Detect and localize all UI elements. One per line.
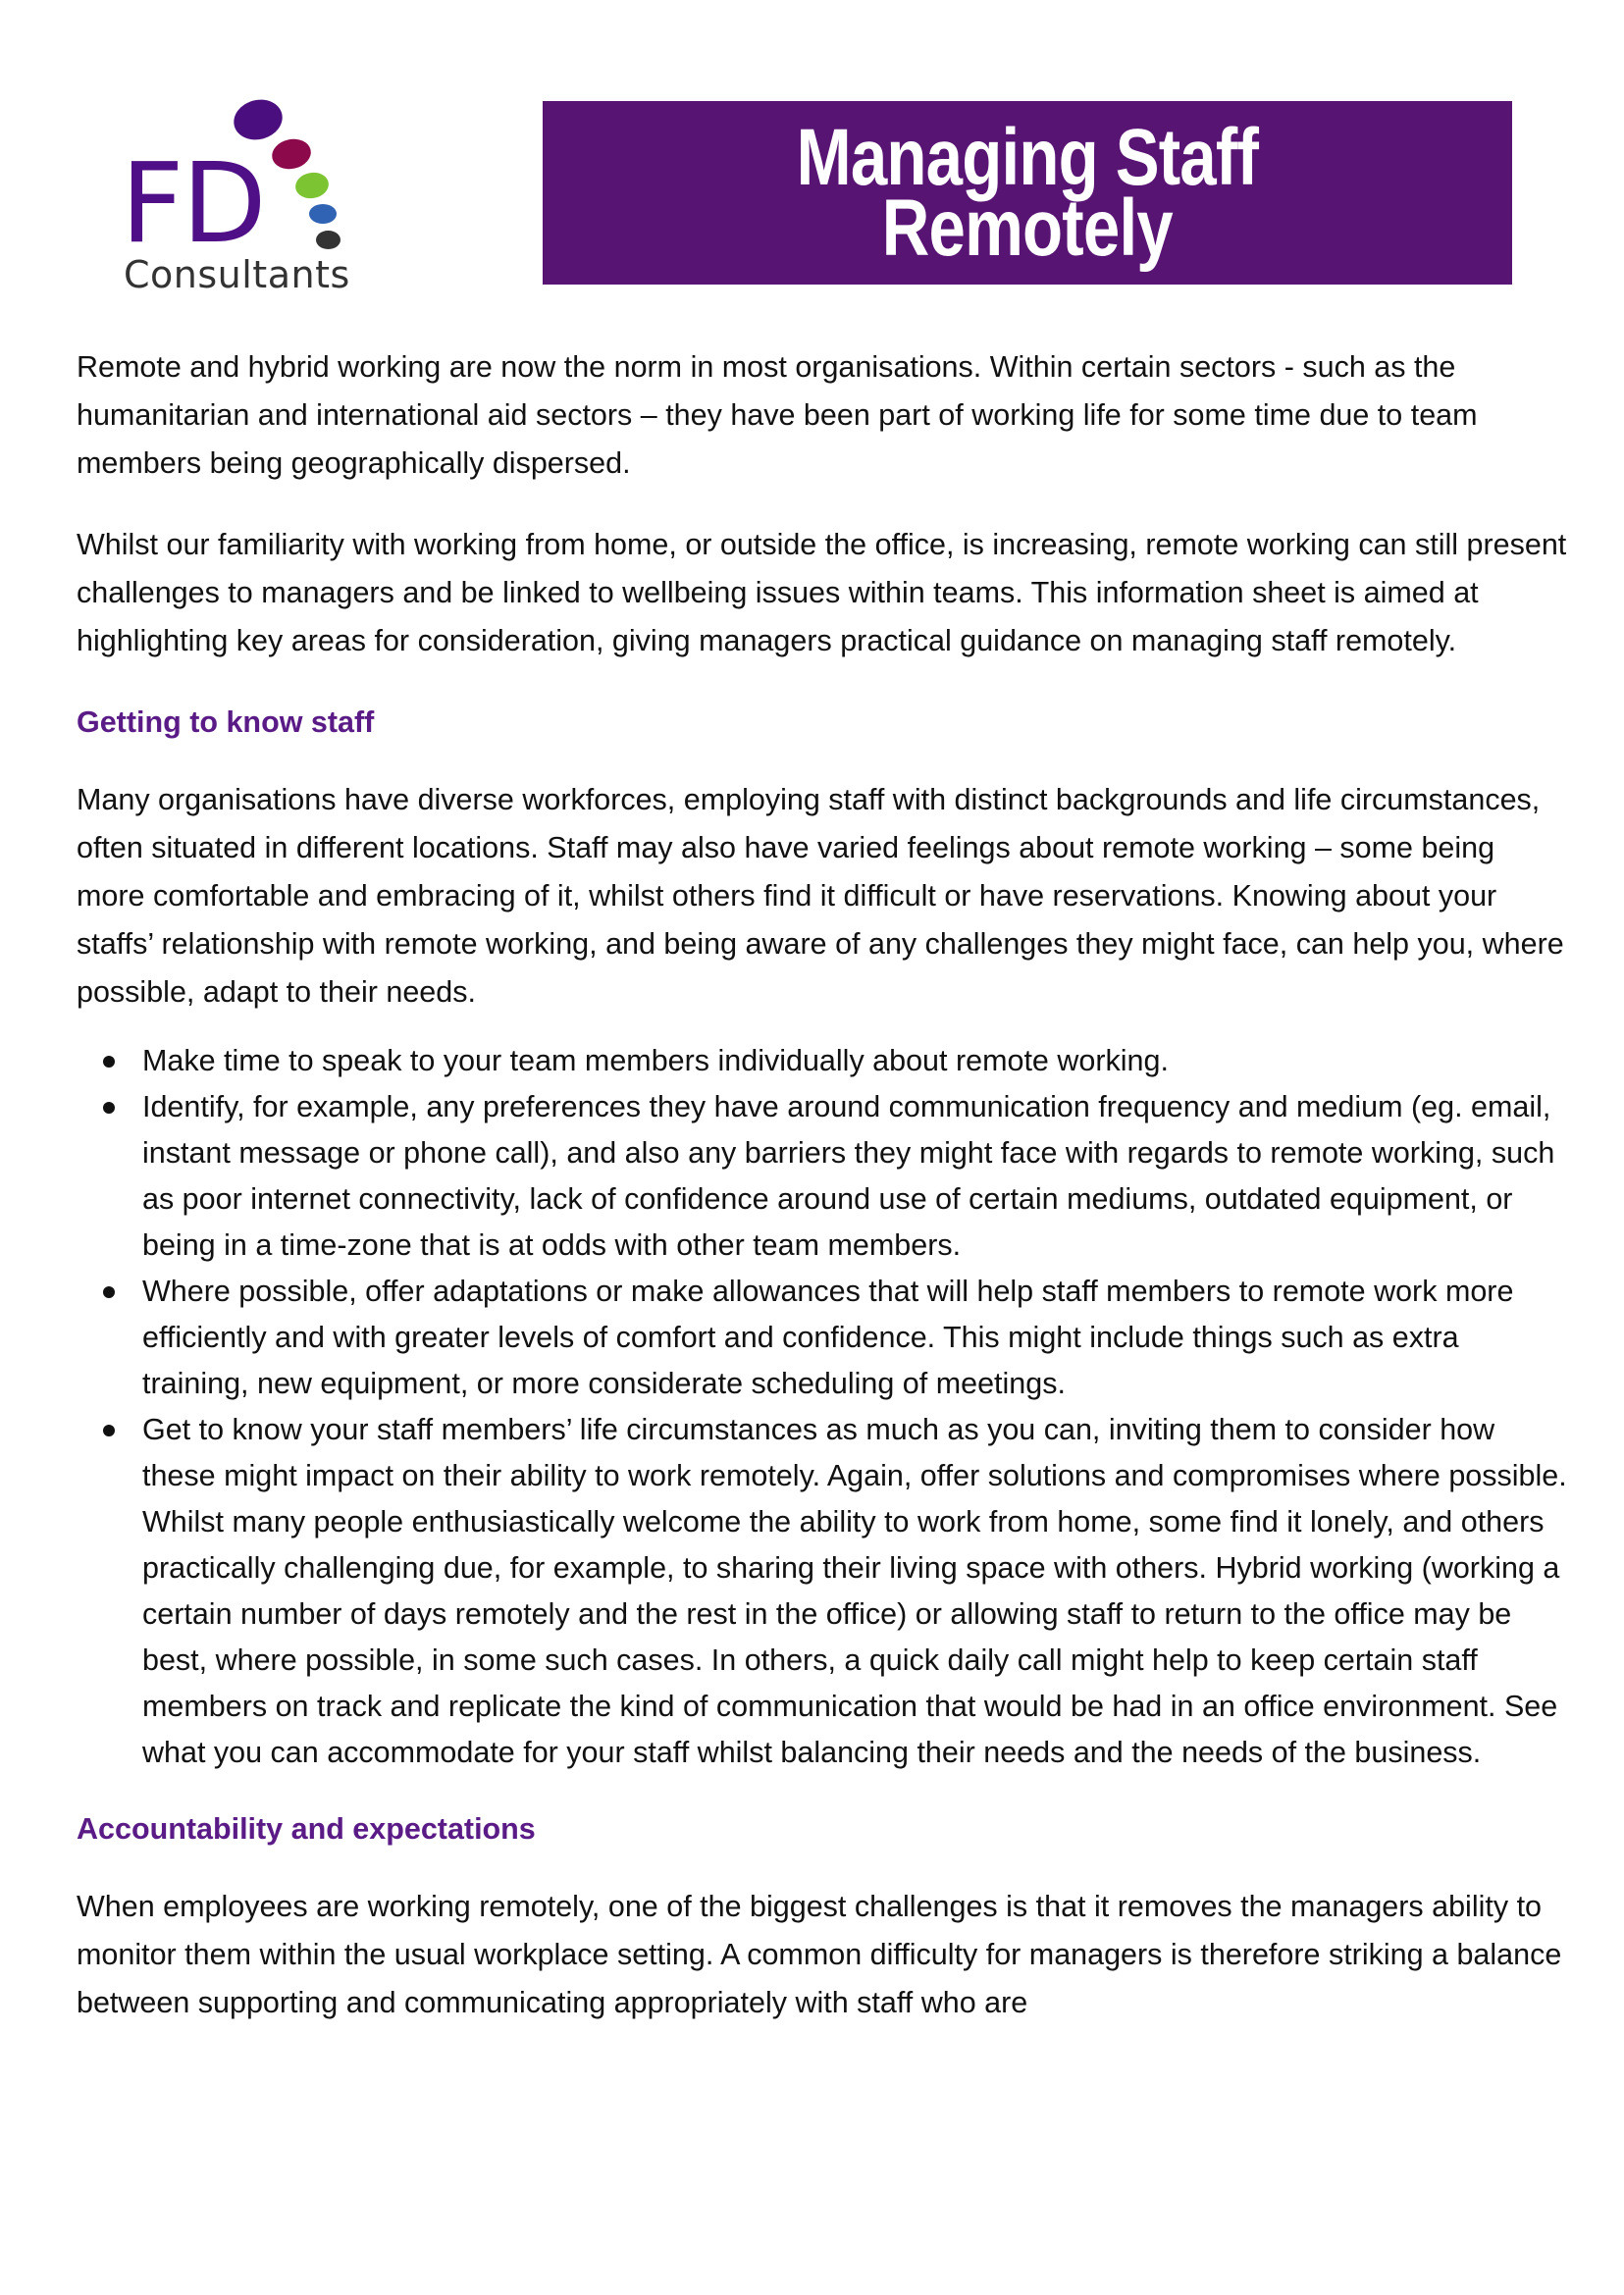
- list-item: Where possible, offer adaptations or make allowances that will help staff members to remote work more efficiently and with greater levels of comfort and confidence. This might include things such as extra training, new equipment, or more considerate scheduling of meetings.: [142, 1269, 1568, 1407]
- logo-letters: FD: [121, 140, 265, 268]
- logo-dot-magenta-icon: [269, 135, 313, 173]
- list-item: Get to know your staff members’ life circumstances as much as you can, inviting them to consider how these might impact on their ability to work remotely. Again, offer solutions and compromises where possible. Whilst many people enthusiastically welcome the ability to work from home, some find it lonely, and others practically challenging due, for example, to sharing their living space with others. Hybrid working (working a certain number of days remotely and the rest in the office) or allowing staff to return to the office may be best, where possible, in some such cases. In others, a quick daily call might help to keep certain staff members on track and replicate the kind of communication that would be had in an office environment. See what you can accommodate for your staff whilst balancing their needs and the needs of the business.: [142, 1407, 1568, 1776]
- intro-paragraph-2: Whilst our familiarity with working from home, or outside the office, is increasing, remote working can still present challenges to managers and be linked to wellbeing issues within teams. This information sheet is aimed at highlighting key areas for consideration, giving managers practical guidance on managing staff remotely.: [77, 528, 1567, 657]
- list-item: Make time to speak to your team members individually about remote working.: [142, 1038, 1568, 1084]
- document-body: [77, 343, 1568, 2060]
- section-paragraph: When employees are working remotely, one of the biggest challenges is that it removes the managers ability to monitor them within the usual workplace setting. A common difficulty for managers is therefore striking a balance between supporting and communicating appropriately with staff who are: [77, 1890, 1562, 2019]
- section-heading-getting-to-know-staff: Getting to know staff: [77, 705, 375, 739]
- title-line-2: Remotely: [881, 183, 1174, 273]
- list-item: Identify, for example, any preferences they have around communication frequency and medium (eg. email, instant message or phone call), and also any barriers they might face with regards to remote working, such as poor internet connectivity, lack of confidence around use of certain mediums, outdated equipment, or being in a time-zone that is at odds with other team members.: [142, 1084, 1568, 1269]
- logo-dot-dark-icon: [316, 231, 341, 249]
- section-paragraph: Many organisations have diverse workforces, employing staff with distinct backgrounds and life circumstances, often situated in different locations. Staff may also have varied feelings about remote working – some being more comfortable and embracing of it, whilst others find it difficult or have reservations. Knowing about your staffs’ relationship with remote working, and being aware of any challenges they might face, can help you, where possible, adapt to their needs.: [77, 783, 1564, 1009]
- intro-paragraph-1: Remote and hybrid working are now the norm in most organisations. Within certain sectors - such as the humanitarian and international aid sectors – they have been part of working life for some time due to team members being geographically dispersed.: [77, 350, 1478, 480]
- page-title: [796, 112, 1259, 273]
- logo-company-name: Consultants: [124, 253, 350, 296]
- title-line-1: Managing Staff: [796, 112, 1259, 202]
- logo-dot-blue-icon: [309, 204, 337, 224]
- title-banner: [543, 101, 1512, 285]
- section-heading-accountability: Accountability and expectations: [77, 1812, 536, 1846]
- logo-dot-purple-icon: [230, 94, 288, 145]
- bullet-list: [77, 1038, 1568, 1776]
- logo-dot-green-icon: [293, 170, 331, 201]
- fd-consultants-logo: [116, 98, 351, 304]
